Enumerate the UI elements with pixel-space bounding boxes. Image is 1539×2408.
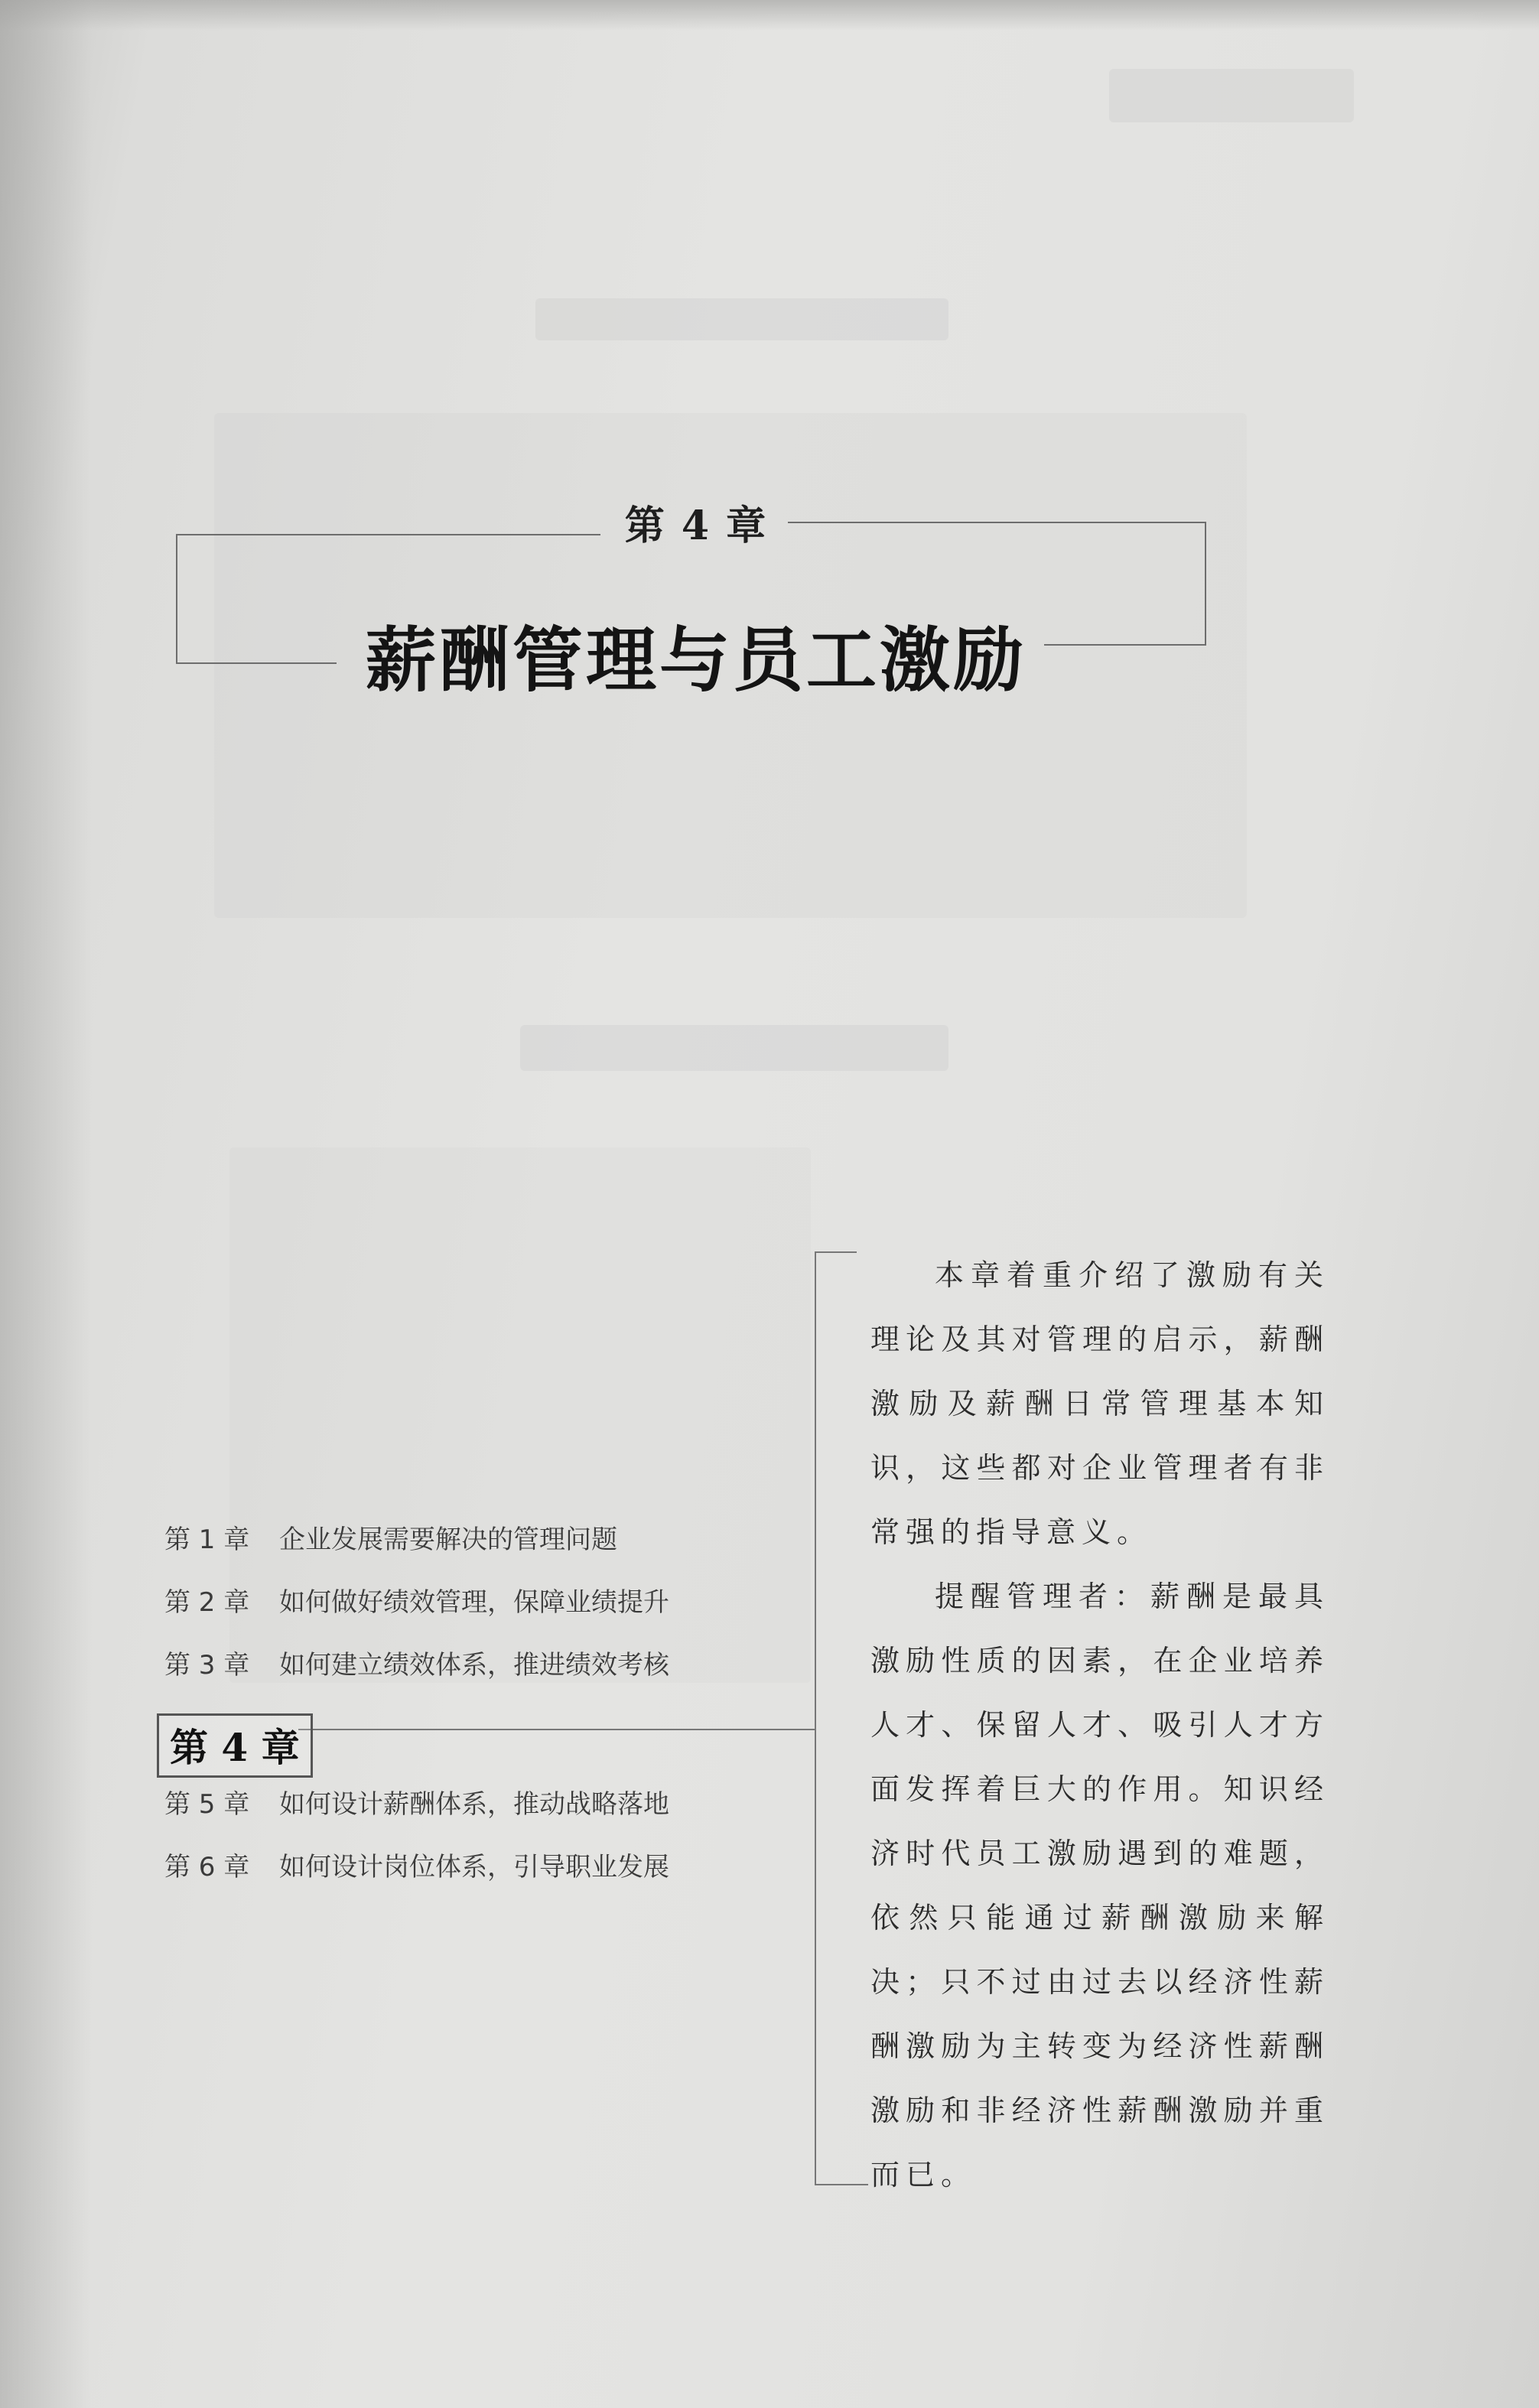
- toc-item-chapter-5: [164, 1783, 669, 1821]
- current-chapter-badge: 第 4 章: [157, 1713, 313, 1778]
- intro-bracket-vertical: [815, 1251, 816, 2185]
- chapter-title: 薪酬管理与员工激励: [365, 619, 1027, 701]
- chapter-intro: [870, 1243, 1329, 2207]
- toc-item-chapter-6: [164, 1846, 669, 1883]
- show-through-block: [520, 1025, 948, 1071]
- toc-item-title: 如何建立绩效体系，推进绩效考核: [279, 1650, 669, 1681]
- toc-item-title: 如何做好绩效管理，保障业绩提升: [279, 1587, 669, 1618]
- frame-top-left-line: [176, 534, 600, 535]
- frame-top-right-line: [788, 522, 1205, 523]
- intro-paragraph-1: 本章着重介绍了激励有关理论及其对管理的启示，薪酬激励及薪酬日常管理基本知识，这些都对企业管理者有非常强的指导意义。: [870, 1258, 1329, 1549]
- frame-bottom-right-line: [1044, 644, 1206, 646]
- toc-item-number: 第 3 章: [164, 1650, 250, 1681]
- intro-bracket-bottom: [815, 2184, 868, 2185]
- toc-item-number: 第 6 章: [164, 1852, 250, 1882]
- show-through-block: [535, 298, 948, 340]
- page-top-edge: [0, 0, 1539, 31]
- toc-item-number: 第 5 章: [164, 1789, 250, 1820]
- toc-item-title: 如何设计薪酬体系，推动战略落地: [279, 1789, 669, 1820]
- frame-left-vertical: [176, 534, 177, 664]
- frame-right-vertical: [1205, 522, 1206, 644]
- toc-item-title: 如何设计岗位体系，引导职业发展: [279, 1852, 669, 1882]
- current-chapter-connector: [298, 1729, 816, 1730]
- spine-shadow: [0, 0, 92, 2408]
- toc-item-chapter-2: [164, 1581, 669, 1619]
- intro-paragraph-2: 提醒管理者：薪酬是最具激励性质的因素，在企业培养人才、保留人才、吸引人才方面发挥着巨大的作用。知识经济时代员工激励遇到的难题，依然只能通过薪酬激励来解决；只不过由过去以经济性薪酬激励为主转变为经济性薪酬激励和非经济性薪酬激励并重而已。: [870, 1580, 1329, 2192]
- intro-bracket-top: [815, 1251, 857, 1253]
- show-through-block: [1109, 69, 1354, 122]
- frame-bottom-left-line: [176, 662, 337, 664]
- toc-item-number: 第 1 章: [164, 1525, 250, 1555]
- toc-item-chapter-3: [164, 1644, 669, 1681]
- toc-item-chapter-1: [164, 1518, 617, 1556]
- toc-item-number: 第 2 章: [164, 1587, 250, 1618]
- toc-item-title: 企业发展需要解决的管理问题: [279, 1525, 617, 1555]
- chapter-number: 第 4 章: [624, 503, 768, 549]
